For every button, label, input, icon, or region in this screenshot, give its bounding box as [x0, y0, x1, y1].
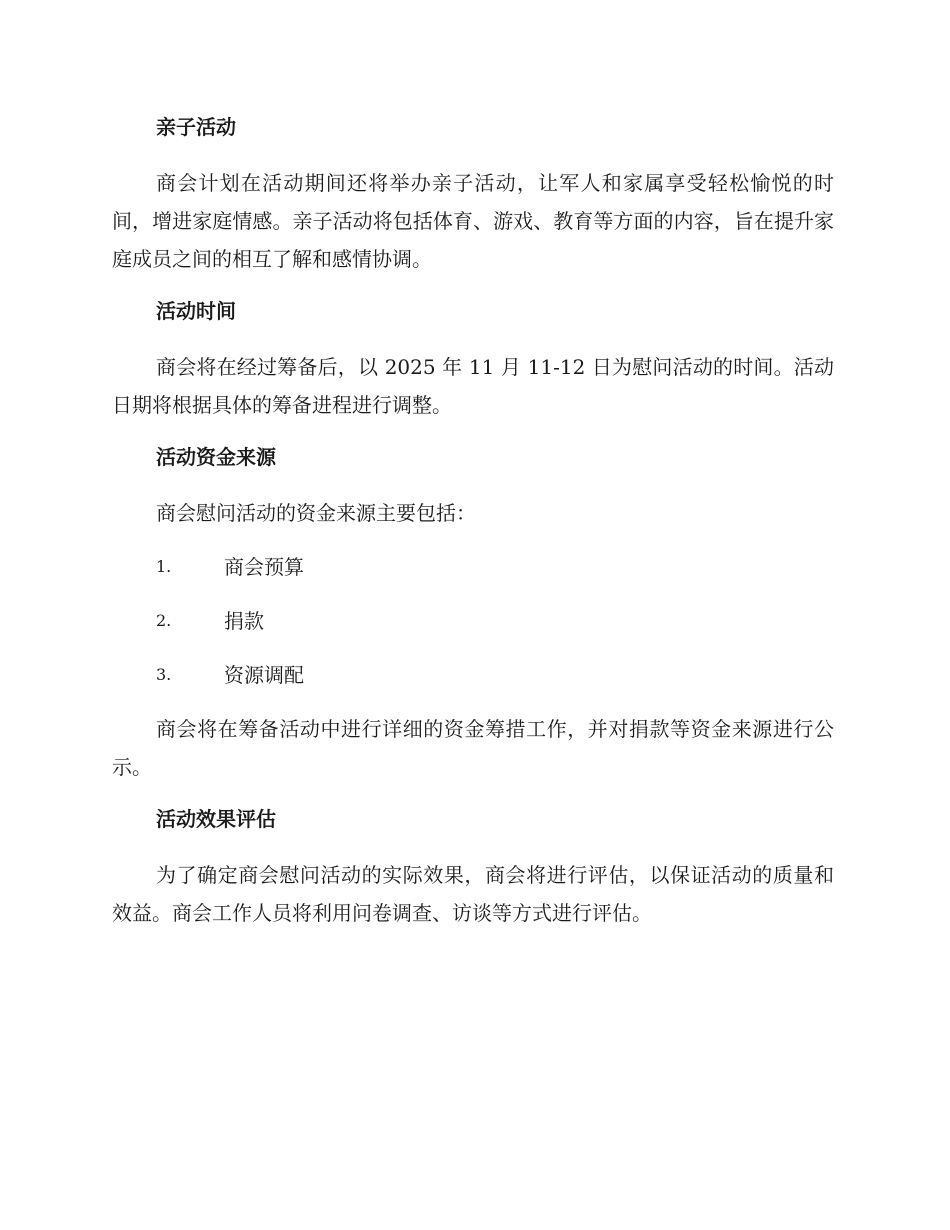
section-effect-evaluation — [112, 802, 834, 932]
section-paragraph: 商会计划在活动期间还将举办亲子活动，让军人和家属享受轻松愉悦的时间，增进家庭情感。亲子活动将包括体育、游戏、教育等方面的内容，旨在提升家庭成员之间的相互了解和感情协调。 — [112, 171, 834, 271]
list-item — [112, 548, 834, 586]
section-heading: 亲子活动 — [156, 115, 236, 139]
list-number: 1. — [156, 557, 172, 576]
list-number: 2. — [156, 611, 172, 630]
list-item — [112, 656, 834, 694]
section-activity-time — [112, 294, 834, 424]
section-heading: 活动时间 — [156, 299, 236, 323]
funding-list — [112, 548, 834, 694]
list-number: 3. — [156, 665, 172, 684]
section-heading: 活动效果评估 — [156, 807, 276, 831]
list-item — [112, 602, 834, 640]
document-page — [112, 110, 834, 948]
section-heading: 活动资金来源 — [156, 445, 276, 469]
section-funding-source — [112, 440, 834, 786]
list-text: 资源调配 — [224, 663, 304, 687]
list-text: 捐款 — [224, 609, 264, 633]
section-parent-child-activity — [112, 110, 834, 278]
section-paragraph: 为了确定商会慰问活动的实际效果，商会将进行评估，以保证活动的质量和效益。商会工作人员将利用问卷调查、访谈等方式进行评估。 — [112, 863, 834, 925]
section-paragraph: 商会将在筹备活动中进行详细的资金筹措工作，并对捐款等资金来源进行公示。 — [112, 717, 834, 779]
section-paragraph: 商会将在经过筹备后，以 2025 年 11 月 11-12 日为慰问活动的时间。活动日期将根据具体的筹备进程进行调整。 — [112, 355, 834, 417]
list-text: 商会预算 — [224, 555, 304, 579]
section-intro: 商会慰问活动的资金来源主要包括： — [156, 501, 476, 525]
